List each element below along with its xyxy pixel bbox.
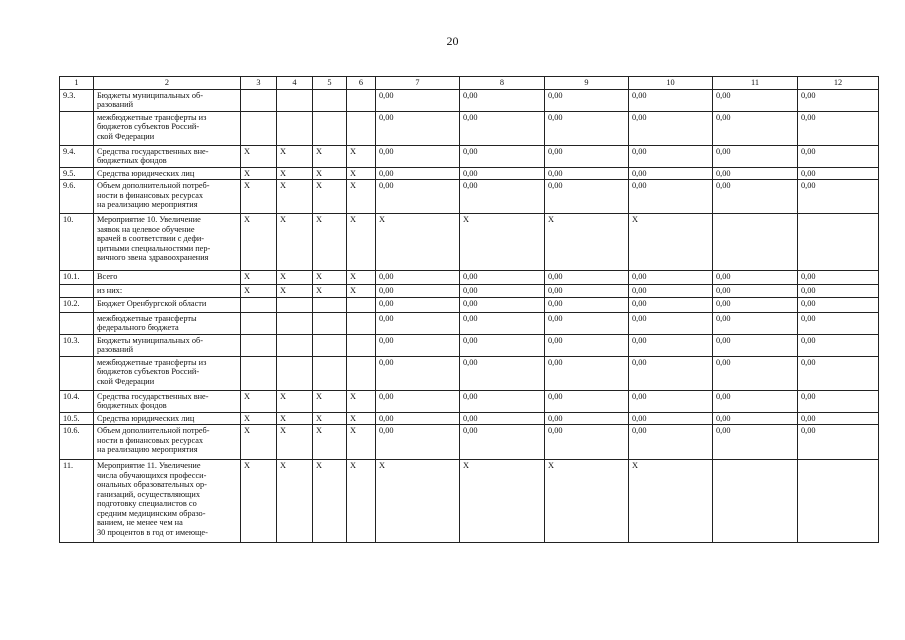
value-cell: 0,00 (545, 89, 629, 111)
header-cell: 1 (60, 77, 94, 90)
value-cell: X (629, 460, 713, 543)
value-cell: 0,00 (629, 390, 713, 412)
value-cell: X (241, 145, 277, 167)
row-number-cell: 10.5. (60, 412, 94, 425)
value-cell (241, 334, 277, 356)
value-cell: 0,00 (460, 180, 545, 214)
value-cell: X (460, 460, 545, 543)
value-cell: X (241, 167, 277, 180)
value-cell (241, 297, 277, 312)
value-cell: X (241, 460, 277, 543)
table-row (60, 167, 879, 180)
value-cell: 0,00 (713, 111, 798, 145)
value-cell: X (277, 425, 313, 460)
value-cell: 0,00 (545, 111, 629, 145)
value-cell: 0,00 (629, 297, 713, 312)
value-cell: 0,00 (713, 297, 798, 312)
row-number-cell: 10. (60, 214, 94, 271)
table-row (60, 111, 879, 145)
row-name-cell: Объем дополнительной потреб- ности в финансовых ресурсах на реализацию мероприятия (94, 425, 241, 460)
value-cell: 0,00 (629, 167, 713, 180)
table-row (60, 356, 879, 390)
value-cell: X (277, 285, 313, 298)
table-row (60, 312, 879, 334)
value-cell: 0,00 (376, 334, 460, 356)
value-cell (241, 89, 277, 111)
row-number-cell: 9.5. (60, 167, 94, 180)
table-header-row (60, 77, 879, 90)
value-cell: X (313, 214, 347, 271)
row-name-cell: Средства юридических лиц (94, 412, 241, 425)
value-cell: X (241, 285, 277, 298)
value-cell: 0,00 (545, 334, 629, 356)
value-cell: 0,00 (629, 412, 713, 425)
row-name-cell: Мероприятие 11. Увеличение числа обучающихся професси- ональных образовательных ор- ганизаций, осуществляющих подготовку специалистов со средним медицинским образо- ванием, не менее чем на 30 процентов в год от имеюще- (94, 460, 241, 543)
value-cell: 0,00 (545, 297, 629, 312)
value-cell (347, 111, 376, 145)
value-cell: 0,00 (460, 425, 545, 460)
row-name-cell: межбюджетные трансферты из бюджетов субъектов Россий- ской Федерации (94, 356, 241, 390)
value-cell: 0,00 (460, 145, 545, 167)
value-cell (241, 111, 277, 145)
table-row (60, 297, 879, 312)
value-cell: 0,00 (798, 412, 879, 425)
value-cell: X (376, 460, 460, 543)
value-cell (347, 89, 376, 111)
value-cell (241, 356, 277, 390)
value-cell (313, 297, 347, 312)
table-row (60, 425, 879, 460)
table-row (60, 412, 879, 425)
header-cell: 10 (629, 77, 713, 90)
budget-table (59, 76, 879, 543)
value-cell: X (545, 214, 629, 271)
value-cell: 0,00 (629, 180, 713, 214)
row-name-cell: Средства государственных вне- бюджетных фондов (94, 145, 241, 167)
value-cell: 0,00 (713, 180, 798, 214)
value-cell: 0,00 (460, 167, 545, 180)
value-cell: 0,00 (545, 271, 629, 285)
row-name-cell: межбюджетные трансферты федерального бюджета (94, 312, 241, 334)
value-cell: 0,00 (545, 412, 629, 425)
row-number-cell (60, 312, 94, 334)
value-cell: 0,00 (460, 297, 545, 312)
value-cell (277, 334, 313, 356)
value-cell: 0,00 (713, 285, 798, 298)
value-cell: X (313, 271, 347, 285)
value-cell: X (241, 271, 277, 285)
value-cell: 0,00 (713, 312, 798, 334)
value-cell: X (313, 285, 347, 298)
value-cell: 0,00 (545, 285, 629, 298)
value-cell (313, 312, 347, 334)
row-number-cell: 10.6. (60, 425, 94, 460)
value-cell: 0,00 (798, 425, 879, 460)
value-cell: 0,00 (629, 145, 713, 167)
value-cell: 0,00 (713, 356, 798, 390)
row-number-cell (60, 285, 94, 298)
value-cell: X (241, 390, 277, 412)
value-cell: X (241, 214, 277, 271)
row-name-cell: Бюджеты муниципальных об- разований (94, 334, 241, 356)
row-name-cell: Всего (94, 271, 241, 285)
value-cell: 0,00 (545, 425, 629, 460)
value-cell: 0,00 (798, 89, 879, 111)
header-cell: 7 (376, 77, 460, 90)
value-cell (713, 214, 798, 271)
value-cell: 0,00 (629, 89, 713, 111)
value-cell: 0,00 (798, 312, 879, 334)
value-cell: 0,00 (460, 390, 545, 412)
value-cell (241, 312, 277, 334)
value-cell: X (313, 167, 347, 180)
row-number-cell (60, 356, 94, 390)
value-cell: 0,00 (798, 297, 879, 312)
value-cell: 0,00 (376, 312, 460, 334)
header-cell: 12 (798, 77, 879, 90)
value-cell: 0,00 (798, 271, 879, 285)
value-cell: X (241, 412, 277, 425)
value-cell: 0,00 (376, 167, 460, 180)
row-number-cell (60, 111, 94, 145)
row-number-cell: 10.2. (60, 297, 94, 312)
value-cell: 0,00 (713, 425, 798, 460)
value-cell (277, 297, 313, 312)
value-cell: X (347, 285, 376, 298)
row-name-cell: Бюджет Оренбургской области (94, 297, 241, 312)
row-name-cell: межбюджетные трансферты из бюджетов субъектов Россий- ской Федерации (94, 111, 241, 145)
value-cell: 0,00 (545, 356, 629, 390)
value-cell: X (347, 390, 376, 412)
value-cell: 0,00 (460, 271, 545, 285)
value-cell (798, 214, 879, 271)
row-number-cell: 9.3. (60, 89, 94, 111)
value-cell: 0,00 (798, 180, 879, 214)
value-cell: 0,00 (713, 167, 798, 180)
value-cell: 0,00 (376, 356, 460, 390)
value-cell (277, 356, 313, 390)
row-name-cell: Объем дополнительной потреб- ности в финансовых ресурсах на реализацию мероприятия (94, 180, 241, 214)
header-cell: 4 (277, 77, 313, 90)
table-row (60, 285, 879, 298)
value-cell: X (313, 412, 347, 425)
value-cell: 0,00 (376, 271, 460, 285)
row-name-cell: Средства государственных вне- бюджетных фондов (94, 390, 241, 412)
header-cell: 8 (460, 77, 545, 90)
value-cell: 0,00 (798, 167, 879, 180)
value-cell: 0,00 (376, 285, 460, 298)
value-cell: 0,00 (376, 412, 460, 425)
header-cell: 2 (94, 77, 241, 90)
value-cell: X (277, 214, 313, 271)
value-cell: 0,00 (545, 312, 629, 334)
value-cell: 0,00 (376, 425, 460, 460)
value-cell: X (347, 145, 376, 167)
value-cell: X (277, 460, 313, 543)
value-cell: X (347, 271, 376, 285)
value-cell: X (277, 271, 313, 285)
value-cell: X (277, 180, 313, 214)
value-cell: X (277, 167, 313, 180)
value-cell: X (277, 145, 313, 167)
value-cell: X (313, 425, 347, 460)
value-cell: X (241, 425, 277, 460)
value-cell (347, 334, 376, 356)
value-cell: X (460, 214, 545, 271)
value-cell (347, 356, 376, 390)
value-cell: 0,00 (713, 334, 798, 356)
value-cell: X (313, 390, 347, 412)
value-cell: 0,00 (460, 412, 545, 425)
value-cell: 0,00 (460, 312, 545, 334)
row-name-cell: Мероприятие 10. Увеличение заявок на целевое обучение врачей в соответствии с дефи- цитными специальностями пер- вичного звена здравоохранения (94, 214, 241, 271)
value-cell: X (347, 425, 376, 460)
value-cell: X (347, 412, 376, 425)
value-cell: 0,00 (629, 425, 713, 460)
value-cell (277, 89, 313, 111)
value-cell: 0,00 (376, 297, 460, 312)
row-name-cell: Средства юридических лиц (94, 167, 241, 180)
value-cell: 0,00 (713, 412, 798, 425)
value-cell (313, 111, 347, 145)
value-cell: 0,00 (713, 145, 798, 167)
value-cell (713, 460, 798, 543)
row-name-cell: Бюджеты муниципальных об- разований (94, 89, 241, 111)
value-cell (313, 89, 347, 111)
page-number: 20 (446, 34, 459, 48)
value-cell: 0,00 (545, 180, 629, 214)
value-cell: 0,00 (629, 356, 713, 390)
value-cell: 0,00 (460, 334, 545, 356)
value-cell: X (347, 167, 376, 180)
value-cell (313, 356, 347, 390)
table-row (60, 180, 879, 214)
table-row (60, 214, 879, 271)
value-cell (313, 334, 347, 356)
value-cell: 0,00 (545, 145, 629, 167)
table-row (60, 460, 879, 543)
value-cell: 0,00 (713, 390, 798, 412)
table-row (60, 334, 879, 356)
value-cell: 0,00 (798, 356, 879, 390)
header-cell: 3 (241, 77, 277, 90)
value-cell: 0,00 (376, 390, 460, 412)
header-cell: 6 (347, 77, 376, 90)
value-cell: 0,00 (629, 271, 713, 285)
value-cell: 0,00 (545, 390, 629, 412)
value-cell: 0,00 (629, 111, 713, 145)
value-cell: 0,00 (798, 334, 879, 356)
value-cell: X (347, 180, 376, 214)
value-cell: 0,00 (629, 334, 713, 356)
table-row (60, 390, 879, 412)
header-cell: 5 (313, 77, 347, 90)
value-cell: 0,00 (460, 285, 545, 298)
value-cell (347, 297, 376, 312)
value-cell: 0,00 (460, 111, 545, 145)
value-cell: X (313, 145, 347, 167)
value-cell (277, 111, 313, 145)
table-body (60, 77, 879, 543)
value-cell: X (347, 214, 376, 271)
value-cell: X (629, 214, 713, 271)
value-cell: 0,00 (798, 285, 879, 298)
row-number-cell: 9.4. (60, 145, 94, 167)
row-name-cell: из них: (94, 285, 241, 298)
value-cell: X (545, 460, 629, 543)
value-cell: 0,00 (629, 285, 713, 298)
table-row (60, 89, 879, 111)
value-cell: X (313, 460, 347, 543)
value-cell: X (313, 180, 347, 214)
row-number-cell: 9.6. (60, 180, 94, 214)
value-cell: 0,00 (376, 89, 460, 111)
value-cell (277, 312, 313, 334)
row-number-cell: 10.4. (60, 390, 94, 412)
table-row (60, 271, 879, 285)
header-cell: 11 (713, 77, 798, 90)
value-cell (798, 460, 879, 543)
row-number-cell: 10.3. (60, 334, 94, 356)
value-cell: X (277, 412, 313, 425)
value-cell: 0,00 (713, 271, 798, 285)
value-cell: 0,00 (460, 89, 545, 111)
value-cell: 0,00 (376, 180, 460, 214)
value-cell (347, 312, 376, 334)
value-cell: 0,00 (376, 111, 460, 145)
value-cell: 0,00 (460, 356, 545, 390)
value-cell: 0,00 (798, 145, 879, 167)
value-cell: 0,00 (545, 167, 629, 180)
header-cell: 9 (545, 77, 629, 90)
row-number-cell: 11. (60, 460, 94, 543)
value-cell: X (277, 390, 313, 412)
value-cell: X (347, 460, 376, 543)
table-row (60, 145, 879, 167)
value-cell: 0,00 (376, 145, 460, 167)
value-cell: 0,00 (713, 89, 798, 111)
value-cell: 0,00 (629, 312, 713, 334)
row-number-cell: 10.1. (60, 271, 94, 285)
value-cell: 0,00 (798, 111, 879, 145)
value-cell: X (376, 214, 460, 271)
value-cell: 0,00 (798, 390, 879, 412)
value-cell: X (241, 180, 277, 214)
